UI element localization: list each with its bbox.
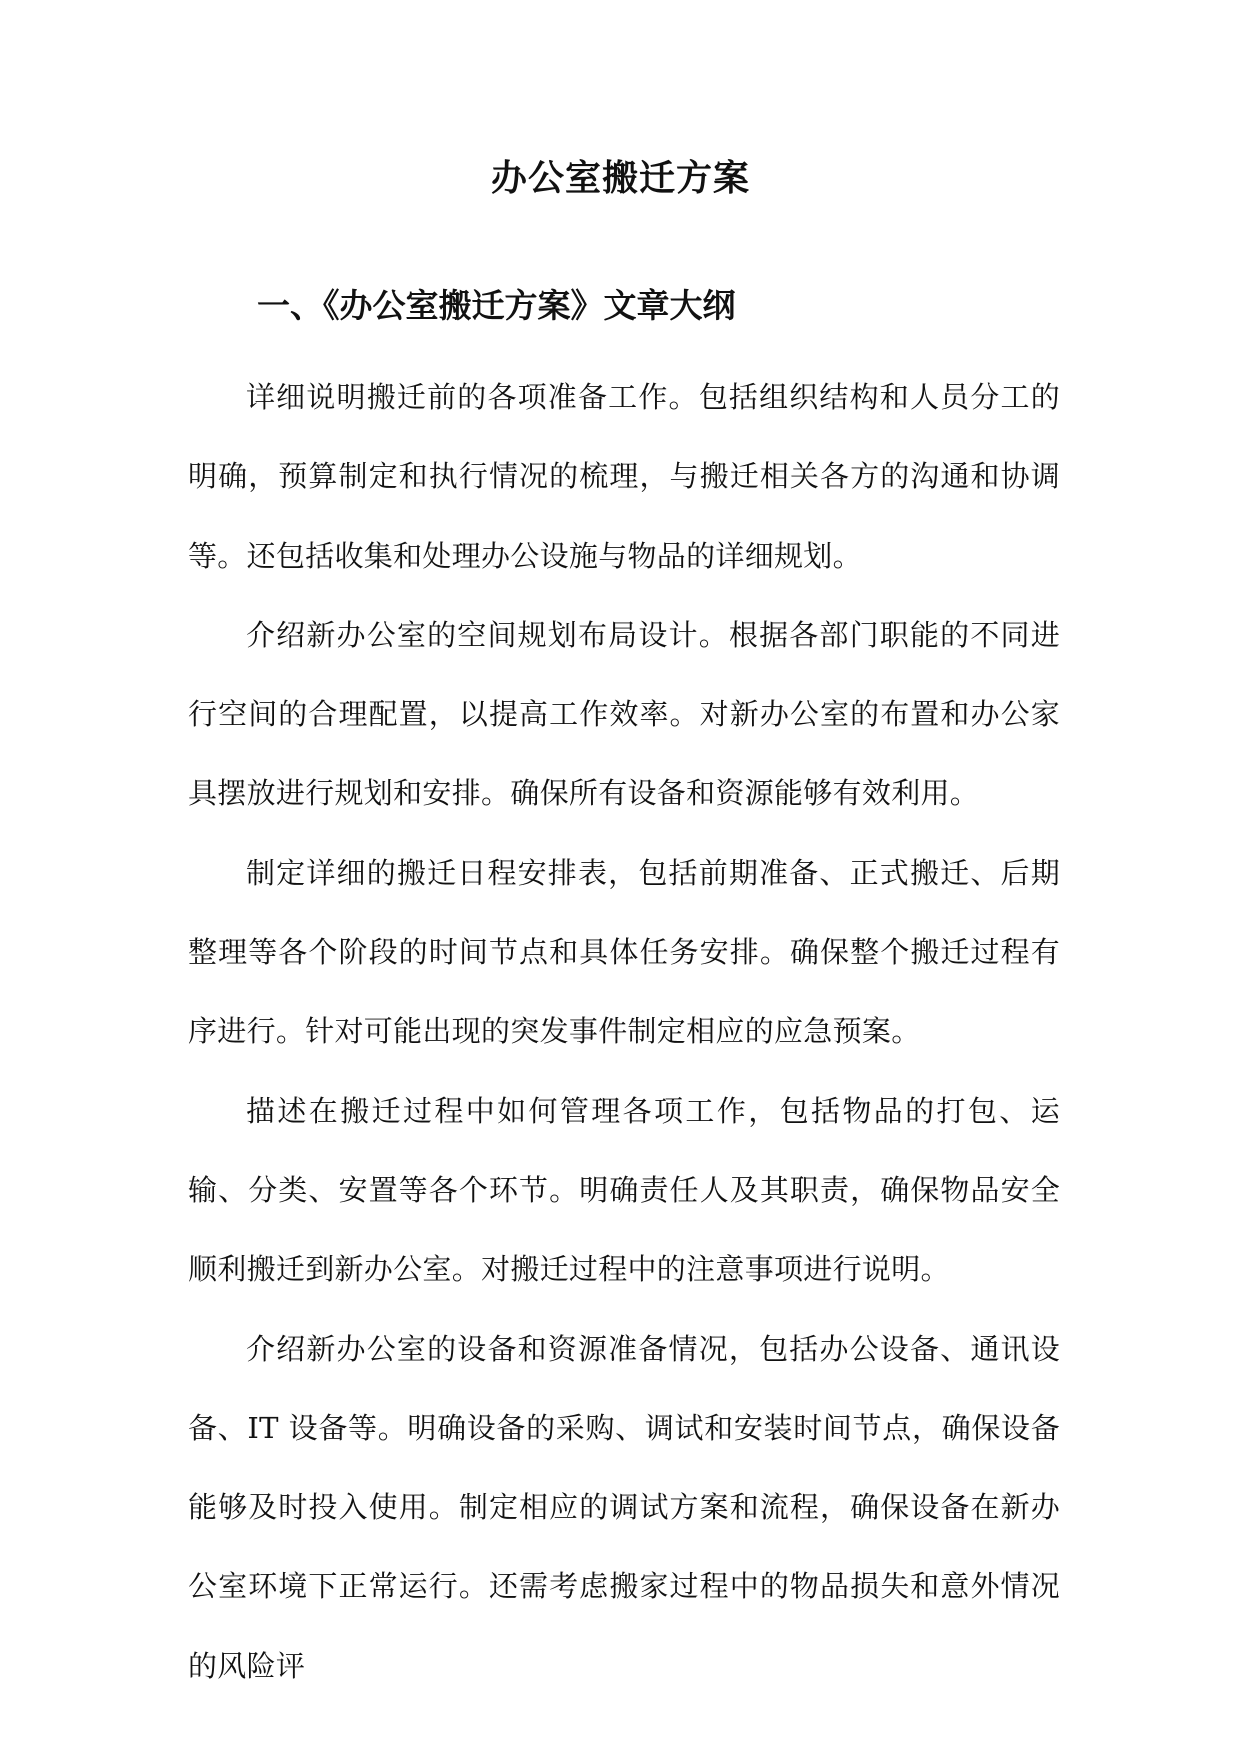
document-title: 办公室搬迁方案 xyxy=(490,157,750,199)
paragraph-space-planning: 介绍新办公室的空间规划布局设计。根据各部门职能的不同进行空间的合理配置，以提高工作效率。对新办公室的布置和办公家具摆放进行规划和安排。确保所有设备和资源能够有效利用。 xyxy=(188,617,1060,811)
paragraph-preparation: 详细说明搬迁前的各项准备工作。包括组织结构和人员分工的明确，预算制定和执行情况的梳理，与搬迁相关各方的沟通和协调等。还包括收集和处理办公设施与物品的详细规划。 xyxy=(188,380,1060,573)
paragraph-process-management: 描述在搬迁过程中如何管理各项工作，包括物品的打包、运输、分类、安置等各个环节。明确责任人及其职责，确保物品安全顺利搬迁到新办公室。对搬迁过程中的注意事项进行说明。 xyxy=(188,1093,1060,1287)
paragraph-equipment: 介绍新办公室的设备和资源准备情况，包括办公设备、通讯设备、IT 设备等。明确设备的采购、调试和安装时间节点，确保设备能够及时投入使用。制定相应的调试方案和流程，确保设备在新办公室环境下正常运行。还需考虑搬家过程中的物品损失和意外情况的风险评 xyxy=(188,1331,1060,1683)
section-heading: 一、《办公室搬迁方案》文章大纲 xyxy=(257,286,736,325)
paragraph-schedule: 制定详细的搬迁日程安排表，包括前期准备、正式搬迁、后期整理等各个阶段的时间节点和具体任务安排。确保整个搬迁过程有序进行。针对可能出现的突发事件制定相应的应急预案。 xyxy=(188,855,1060,1049)
document-body xyxy=(188,358,1060,1706)
